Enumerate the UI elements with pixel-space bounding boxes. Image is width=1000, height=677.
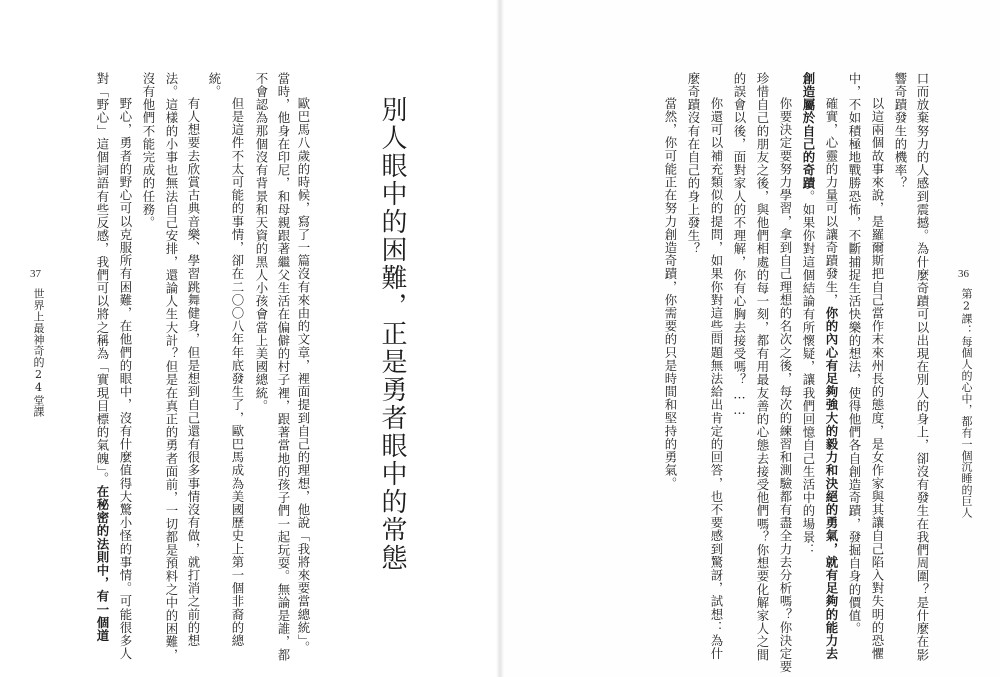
text-line: 的誤會以後，面對家人的不理解，你有心胸去接受嗎？…… bbox=[732, 72, 747, 418]
text-line: 口而放棄努力的人感到震撼。為什麼奇蹟可以出現在別人的身上，卻沒有發生在我們周圍？是什麼在影 bbox=[915, 72, 930, 662]
running-head: 第2課：每個人的心中，都有一個沉睡的巨人 bbox=[960, 288, 973, 518]
bold-phrase: 在秘密的法則中，有一個道 bbox=[95, 485, 110, 643]
text-line: 野心，勇者的野心可以克服所有困難，在他們的眼中，沒有什麼值得大驚小怪的事情。可能很多人 bbox=[118, 97, 133, 661]
section-title: 別人眼中的困難，正是勇者眼中的常態 bbox=[377, 96, 407, 572]
text-line: 但是這件不太可能的事情，卻在二〇〇八年年底發生了，歐巴馬成為美國歷史上第一個非裔的總 bbox=[230, 97, 245, 648]
text-line: 法。這樣的小事也無法自己安排，還論人生大計？但是在真正的勇者面前，一切都是預料之中的困難， bbox=[164, 72, 179, 662]
text-line: 當時，他身在印尼，和母親跟著繼父生活在偏僻的村子裡，跟著當地的孩子們一起玩耍。無論是誰，都 bbox=[276, 72, 291, 662]
text-line: 你還可以補充類似的提問，如果你對這些問題無法給出肯定的回答，也不要感到驚訝，試想：為什 bbox=[709, 97, 724, 661]
text-line: 對「野心」這個詞語有些反感，我們可以將之稱為「實現目標的氣魄」。在秘密的法則中，有一個道 bbox=[95, 72, 110, 643]
text-line: 沒有他們不能完成的任務。 bbox=[141, 72, 156, 230]
text-line: 不會認為那個沒有背景和天資的黑人小孩會當上美國總統。 bbox=[254, 72, 269, 413]
text-line: 中，不如積極地戰勝恐怖，不斷捕捉生活快樂的想法，使得他們各自創造奇蹟，發掘自身的價值。 bbox=[847, 72, 862, 636]
bold-phrase: 你的內心有足夠強大的毅力和決絕的勇氣，就有足夠的能力去 bbox=[824, 306, 839, 661]
book-gutter bbox=[496, 0, 504, 677]
text-line: 珍惜自己的朋友之後，與他們相處的每一刻，都有用最友善的心態去接受他們嗎？你想要化解家人之間 bbox=[755, 72, 770, 662]
text-line: 確實，心靈的力量可以讓奇蹟發生，你的內心有足夠強大的毅力和決絕的勇氣，就有足夠的能力去 bbox=[824, 97, 839, 661]
text-line: 有人想要去欣賞古典音樂、學習跳舞健身，但是想到自己還有很多事情沒有做，就打消之前的想 bbox=[186, 97, 201, 648]
page-number: 37 bbox=[30, 268, 41, 280]
text-line: 以這兩個故事來說，是羅爾斯把自己當作末來州長的態度，是女作家與其讓自己陷入對失明的恐懼 bbox=[870, 97, 885, 661]
text-line: 創造屬於自己的奇蹟。如果你對這個結論有所懷疑，讓我們回憶自己生活中的場景： bbox=[801, 72, 816, 557]
text-line: 歐巴馬八歲的時候，寫了一篇沒有來由的文章，裡面提到自己的理想，他說「我將來要當總統」。 bbox=[296, 97, 311, 655]
page-number: 36 bbox=[958, 268, 969, 280]
right-page bbox=[500, 0, 1000, 677]
text-line: 當然，你可能正在努力創造奇蹟，你需要的只是時間和堅持的勇氣。 bbox=[663, 97, 678, 490]
text-line: 統。 bbox=[207, 72, 222, 99]
text-line: 響奇蹟發生的機率？ bbox=[893, 72, 908, 190]
text-line: 你要決定要努力學習，拿到自己理想的名次之後，每次的練習和測驗都有盡全力去分析嗎？你決定要 bbox=[778, 97, 793, 674]
running-head: 世界上最神奇的24堂課 bbox=[32, 288, 45, 418]
bold-phrase: 創造屬於自己的奇蹟 bbox=[801, 72, 816, 190]
text-line: 麼奇蹟沒有在自己的身上發生？ bbox=[686, 72, 701, 256]
